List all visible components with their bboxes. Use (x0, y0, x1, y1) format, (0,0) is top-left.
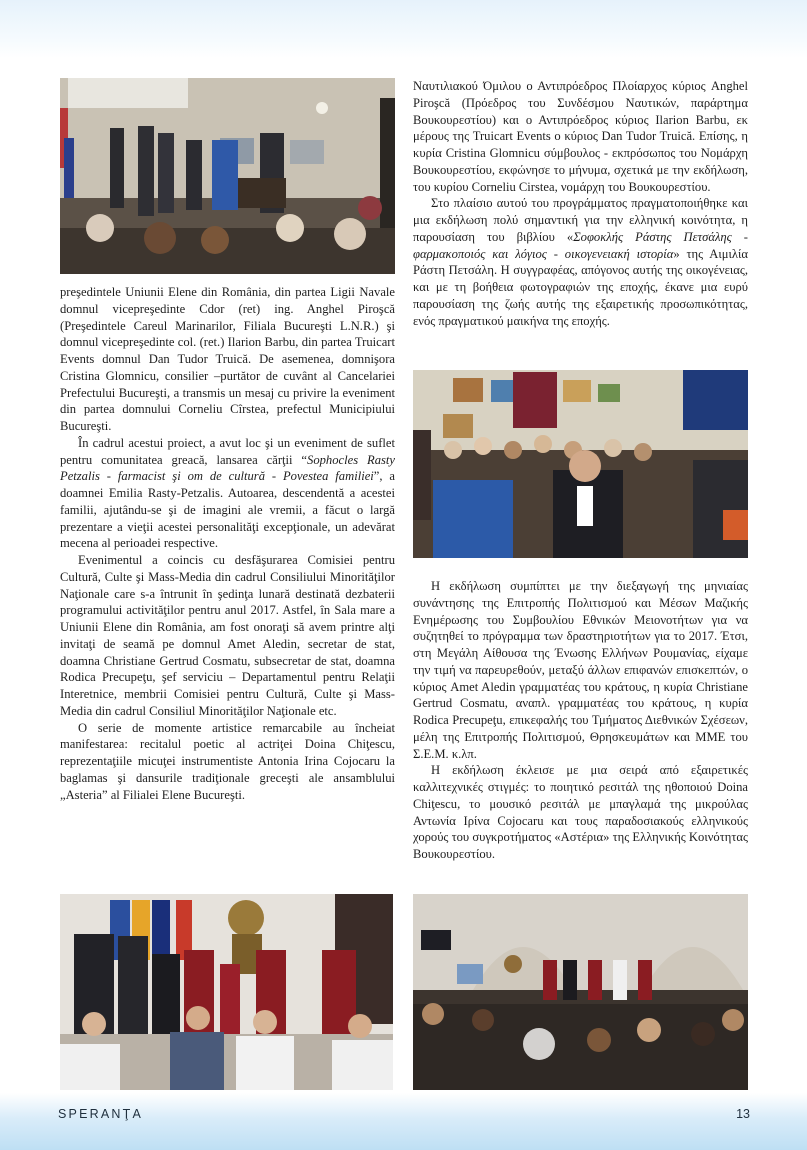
magazine-title: SPERANŢA (58, 1107, 143, 1121)
ro-paragraph-2 (60, 435, 395, 552)
gr-paragraph-3: Η εκδήλωση συμπίπτει με την διεξαγωγή της μηνιαίας συνάντησης της Επιτροπής Πολιτισμού και Μέσων Μαζικής Ενημέρωσης του Συμβουλίου Εθνικών Μειονοτήτων για να συζητηθεί το πρόγραμμα των δραστηριοτήτων για το 2017. Έτσι, στη Μεγάλη Αίθουσα της Ένωσης Ελλήνων Ρουμανίας, είχαμε την τιμή να παρευρεθούν, μεταξύ άλλων επιφανών επισκεπτών, ο κύριος Amet Aledin γραμματέας του κράτους, η κυρία Christiane Gertrud Cosmatu, αναπλ. γραμματέας του κράτους, η κυρία Rodica Precupeţu, επικεφαλής του Τμήματος Διεθνικών Σχέσεων, μέλη της Επιτροπής Πολιτισμού, Θρησκευμάτων και ΜΜΕ του Σ.Ε.Μ. κ.λπ. (413, 579, 748, 761)
gr-paragraph-2-end: » της Αιμιλία Ράστη Πετσάλη. Η συγγραφέας, απόγονος αυτής της οικογένειας, και με τη βοήθεια φωτογραφιών της εποχής, έκανε μια ευρύ παρουσίαση της ζωής αυτής της εξαιρετικής προσωπικότητας, ενός πραγματικού μαικήνα της εποχής. (413, 246, 749, 328)
photo-hall-performance (413, 894, 748, 1090)
footer-band (0, 1093, 807, 1150)
photo-dancers-group (60, 894, 393, 1090)
photo-speakers-podium (60, 78, 395, 274)
ro-paragraph-2-end: ”, a doamnei Emilia Rasty-Petzalis. Autoarea, descendentă a acestei familii, ajutându-se şi de imagini ale vremii, a făcut o largă prezentare a vieţii acestei personalităţi excepţionale, un adevărat mecena al perioadei respective. (60, 469, 395, 551)
ro-book-title: Sophocles Rasty Petzalis - farmacist şi om de cultură - Povestea familiei (60, 452, 395, 484)
ro-paragraph-3: Evenimentul a coincis cu desfăşurarea Comisiei pentru Cultură, Culte şi Mass-Media din cadrul Consiliului Minorităţilor Naţionale care s-a întrunit în şedinţa lunară destinată dezbaterii programului activităţilor pentru anul 2017. Astfel, în Sala mare a Uniunii Elene din România, am fost onoraţi să avem printre alţi invitaţi de seamă pe domnul Amet Aledin, secretar de stat, doamna Christiane Gertrud Cosmatu, subsecretar de stat, doamna Rodica Precupeţu, şef serviciu – Departamentul pentru Relaţii Interetnice, membrii Comisiei pentru Cultură, Culte şi Mass-Media din cadrul Consiliul Minorităţilor Naţionale etc. (60, 553, 395, 718)
photo-audience-seated (413, 370, 748, 558)
article-column-greek-bottom (413, 578, 748, 863)
ro-paragraph-2-start: În cadrul acestui proiect, a avut loc şi un eveniment de suflet pentru comunitatea greacă, lansarea cărţii “ (60, 435, 395, 467)
gr-paragraph-2 (413, 195, 748, 329)
gr-paragraph-2-start: Στο πλαίσιο αυτού του προγράμματος πραγματοποιήθηκε και μια εκδήλωση πολύ σημαντική για την ελληνική κοινότητα, η παρουσίαση του βιβλίου « (413, 196, 748, 244)
ro-paragraph-1: preşedintele Uniunii Elene din România, din partea Ligii Navale domnul vicepreşedinte Cdor (ret) ing. Anghel Piroşcă (Preşedintele Careul Marinarilor, Filiala Bucureşti L.N.R.) şi domnul vicepreşedinte col. (ret.) Ilarion Barbu, din partea Truicart Events domnul Dan Tudor Truică. De asemenea, domnişora Cristina Glomnicu, consilier –purtător de cuvânt al Cancelariei Prefectului Bucureşti, a transmis un mesaj cu privire la eveniment din partea domnului Corneliu Cîrstea, prefectul Municipiului Bucureşti. (60, 285, 395, 433)
header-band (0, 0, 807, 58)
page-number: 13 (736, 1107, 750, 1121)
article-column-greek-top (413, 78, 748, 329)
article-column-romanian (60, 284, 395, 803)
gr-paragraph-1: Ναυτιλιακού Όμιλου ο Αντιπρόεδρος Πλοίαρχος κύριος Anghel Piroşcă (Πρόεδρος του Συνδέσμου Ναυτικών, παράρτημα Βουκουρεστίου) και ο Αντιπρόεδρος κύριος Ilarion Barbu, εκ μέρους της Truicart Events ο κύριος Dan Tudor Truică. Επίσης, η κυρία Cristina Glomnicu σύμβουλος - εκπρόσωπος του Νομάρχη Βουκουρεστίου, εκφώνησε το μήνυμα, σχετικά με την εκδήλωση, του κυρίου Corneliu Cirstea, νομάρχη του Βουκουρεστίου. (413, 79, 748, 194)
ro-paragraph-4: O serie de momente artistice remarcabile au încheiat manifestarea: recitalul poetic al actriţei Doina Chiţescu, reprezentaţiile micuţei instrumentiste Antonia Irina Cojocaru la baglamas şi dansurile tradiţionale greceşti ale ansamblului „Asteria” al Filialei Elene Bucureşti. (60, 720, 395, 802)
gr-book-title: Σοφοκλής Ράστης Πετσάλης - φαρμακοποιός και λόγιος - οικογενειακή ιστορία (413, 229, 748, 261)
gr-paragraph-4: Η εκδήλωση έκλεισε με μια σειρά από εξαιρετικές καλλιτεχνικές στιγμές: το ποιητικό ρεσιτάλ της ηθοποιού Doina Chiţescu, το μουσικό ρεσιτάλ με μπαγλαμά της μικρούλας Αντωνία Ιρίνα Cojocaru και τους παραδοσιακούς ελληνικούς χορούς του συγκροτήματος «Αστέρια» της Ελληνικής Κοινότητας Βουκουρεστίου. (413, 763, 748, 861)
